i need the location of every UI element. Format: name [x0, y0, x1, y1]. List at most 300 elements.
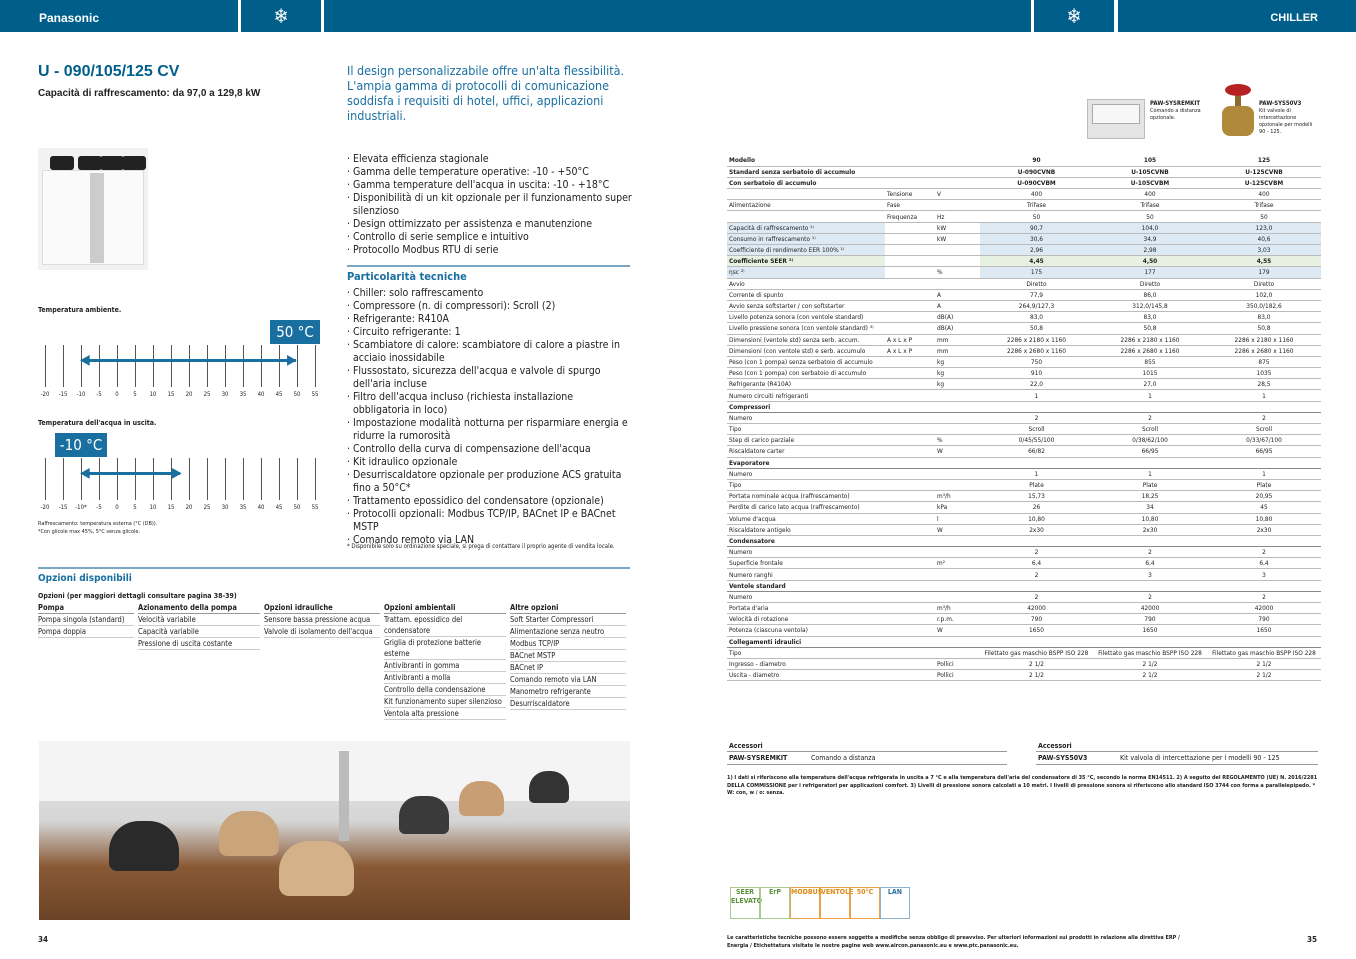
spec-value: 50,8 [980, 323, 1093, 334]
spec-row [727, 435, 1321, 446]
options-column-header: Opzioni ambientali [384, 602, 506, 614]
spec-unit: kg [935, 379, 980, 390]
spec-unit: kW [935, 222, 980, 233]
spec-unit: dB(A) [935, 312, 980, 323]
spec-sublabel [885, 446, 935, 457]
spec-value: 83,0 [980, 312, 1093, 323]
spec-value: Diretto [1093, 278, 1207, 289]
scale-tick-label: 30 [221, 391, 229, 398]
scale-tick-label: 20 [185, 504, 193, 511]
spec-sublabel [885, 166, 935, 177]
scale-tick [297, 345, 298, 387]
spec-label: Peso (con 1 pompa) con serbatoio di accumulo [727, 368, 885, 379]
scale-tick-label: 25 [203, 391, 211, 398]
intro-text: Il design personalizzabile offre un'alta flessibilità. L'ampia gamma di protocolli di comunicazione soddisfa i requisiti di hotel, uffici, applicazioni industriali. [347, 63, 625, 123]
spec-value: 26 [980, 502, 1093, 513]
spec-label [727, 211, 885, 222]
spec-unit: A [935, 300, 980, 311]
spec-value: 27,0 [1093, 379, 1207, 390]
feature-item: · Controllo di serie semplice e intuitivo [347, 231, 529, 243]
spec-value: 910 [980, 368, 1093, 379]
spec-unit [935, 278, 980, 289]
spec-unit: kPa [935, 502, 980, 513]
spec-sublabel: A x L x P [885, 334, 935, 345]
spec-value: 2286 x 2680 x 1160 [1207, 345, 1321, 356]
spec-value: Scroll [980, 424, 1093, 435]
scale-tick-label: 15 [167, 391, 175, 398]
options-item: Comando remoto via LAN [510, 674, 626, 686]
spec-label: Portata d'aria [727, 603, 885, 614]
spec-sublabel [885, 468, 935, 479]
spec-unit [935, 580, 980, 591]
spec-value: 1 [1093, 390, 1207, 401]
spec-label: Ventole standard [727, 580, 885, 591]
brand-logo: Panasonic [39, 11, 100, 25]
spec-unit [935, 547, 980, 558]
spec-sublabel [885, 491, 935, 502]
arrow-right-icon: ▶ [172, 465, 182, 481]
spec-value: 2 [980, 591, 1093, 602]
spec-sublabel [885, 502, 935, 513]
spec-value: U-090CVBM [980, 177, 1093, 188]
spec-row [727, 603, 1321, 614]
spec-value: 10,80 [980, 513, 1093, 524]
spec-value: Plate [980, 479, 1093, 490]
options-column [38, 602, 134, 638]
scale-note-2: *Con glicole max 45%, 5°C senza glicole. [38, 529, 141, 535]
spec-value [980, 636, 1093, 647]
spec-value: 45 [1207, 502, 1321, 513]
spec-row [727, 580, 1321, 591]
snowflake-icon: ❄ [241, 0, 321, 32]
spec-label: Evaporatore [727, 457, 885, 468]
spec-unit [935, 412, 980, 423]
feature-item: · Protocollo Modbus RTU di serie [347, 244, 499, 256]
spec-value: U-090CVNB [980, 166, 1093, 177]
spec-value: 312,0/145,8 [1093, 300, 1207, 311]
options-item: Trattam. epossidico del condensatore [384, 614, 506, 637]
spec-row [727, 479, 1321, 490]
spec-sublabel [885, 513, 935, 524]
spec-sublabel [885, 636, 935, 647]
spec-value: Diretto [1207, 278, 1321, 289]
spec-value: 2 1/2 [1093, 658, 1207, 669]
spec-value: 42000 [1207, 603, 1321, 614]
spec-label: Avvio [727, 278, 885, 289]
spec-value: U-125CVNB [1207, 166, 1321, 177]
spec-row [727, 379, 1321, 390]
badge-icon: SEER ELEVATO [730, 887, 760, 919]
spec-value: 177 [1093, 267, 1207, 278]
spec-row [727, 401, 1321, 412]
spec-value: Filettato gas maschio BSPP ISO 228 [1093, 647, 1207, 658]
spec-label: ηsc ²⁾ [727, 267, 885, 278]
scale-tick [315, 345, 316, 387]
spec-value: 0/45/55/100 [980, 435, 1093, 446]
spec-row [727, 323, 1321, 334]
scale-tick-label: 40 [257, 391, 265, 398]
tech-item: · Trattamento epossidico del condensatore (opzionale) [347, 495, 604, 507]
spec-label: Riscaldatore carter [727, 446, 885, 457]
spec-label: Volume d'acqua [727, 513, 885, 524]
spec-value: Trifase [1093, 200, 1207, 211]
spec-value: 50,8 [1093, 323, 1207, 334]
spec-label: Refrigerante (R410A) [727, 379, 885, 390]
spec-table [727, 155, 1321, 681]
spec-unit: l [935, 513, 980, 524]
spec-row [727, 670, 1321, 681]
spec-row [727, 412, 1321, 423]
options-item: BACnet IP [510, 662, 626, 674]
scale-note: Raffrescamento: temperatura esterna (°C (DB)). [38, 521, 158, 527]
spec-row [727, 211, 1321, 222]
options-item: Soft Starter Compressori [510, 614, 626, 626]
spec-sublabel [885, 558, 935, 569]
spec-value: 2x30 [1093, 524, 1207, 535]
options-item: Velocità variabile [138, 614, 260, 626]
spec-unit: r.p.m. [935, 614, 980, 625]
spec-sublabel [885, 647, 935, 658]
spec-value: 28,5 [1207, 379, 1321, 390]
options-item: BACnet MSTP [510, 650, 626, 662]
spec-value: 2 1/2 [980, 658, 1093, 669]
spec-value [980, 580, 1093, 591]
ambient-range-arrow [84, 359, 296, 362]
tech-item: · Flussostato, sicurezza dell'acqua e valvole di spurgo dell'aria incluse [347, 365, 601, 390]
scale-tick [189, 458, 190, 500]
spec-sublabel [885, 412, 935, 423]
spec-value: 40,6 [1207, 233, 1321, 244]
spec-label: Corrente di spunto [727, 289, 885, 300]
spec-unit [935, 468, 980, 479]
spec-value: 90 [980, 155, 1093, 166]
scale-tick [279, 345, 280, 387]
options-item: Manometro refrigerante [510, 686, 626, 698]
spec-row [727, 468, 1321, 479]
spec-sublabel [885, 535, 935, 546]
acc-row1-code: PAW-SYSREMKIT [729, 754, 788, 762]
spec-value [980, 401, 1093, 412]
tech-item: · Protocolli opzionali: Modbus TCP/IP, BACnet IP e BACnet MSTP [347, 508, 616, 533]
spec-value: 50 [1093, 211, 1207, 222]
acc1-desc: Comando a distanza opzionale. [1150, 108, 1201, 121]
acc2-desc: Kit valvole di intercettazione opzionale per modelli 90 - 125. [1259, 108, 1313, 135]
tech-item: · Compressore (n. di compressori): Scroll (2) [347, 300, 556, 312]
spec-value: 3,03 [1207, 245, 1321, 256]
spec-value: 2,96 [980, 245, 1093, 256]
scale-tick-label: 45 [275, 504, 283, 511]
spec-sublabel [885, 222, 935, 233]
spec-row [727, 424, 1321, 435]
options-title: Opzioni disponibili [38, 573, 132, 584]
spec-value: 50 [1207, 211, 1321, 222]
scale-tick [153, 458, 154, 500]
spec-value: 3 [1207, 569, 1321, 580]
remote-control-image [1087, 99, 1145, 139]
options-item: Antivibranti a molla [384, 672, 506, 684]
scale-tick [279, 458, 280, 500]
scale-tick [135, 345, 136, 387]
tech-note: * Disponibile solo su ordinazione speciale, si prega di contattare il proprio agente di vendita locale. [347, 543, 615, 550]
spec-row [727, 177, 1321, 188]
spec-label: Numero [727, 547, 885, 558]
footnote: 1) I dati si riferiscono alla temperatura dell'acqua refrigerata in uscita a 7 °C e alla temperatura dell'aria del condensatore di 35 °C, secondo la norma EN14511. 2) A seguito del REGOLAMENTO (UE) N. 2016/2281 DELLA COMMISSIONE per i refrigeratori per applicazioni comfort. 3) Livelli di pressione sonora calcolati a 10 metri. I livelli di pressione sonora si riferiscono allo standard ISO 3744 con forma a parallelepipedo. * W: con, w / o: senza. [727, 775, 1318, 796]
spec-row [727, 278, 1321, 289]
scale-tick [225, 458, 226, 500]
scale-tick [117, 345, 118, 387]
spec-sublabel [885, 614, 935, 625]
spec-value: 125 [1207, 155, 1321, 166]
spec-value [1207, 636, 1321, 647]
spec-value: 2286 x 2680 x 1160 [980, 345, 1093, 356]
spec-value: 2286 x 2180 x 1160 [1093, 334, 1207, 345]
spec-label: Avvio senza softstarter / con softstarter [727, 300, 885, 311]
spec-value: 6,4 [980, 558, 1093, 569]
scale-tick [243, 345, 244, 387]
scale-tick [207, 345, 208, 387]
spec-value: 0/33/67/100 [1207, 435, 1321, 446]
spec-unit: % [935, 435, 980, 446]
spec-value: 4,45 [980, 256, 1093, 267]
spec-unit: m³/h [935, 603, 980, 614]
ambient-max-box: 50 °C [270, 320, 320, 344]
spec-value: Filettato gas maschio BSPP ISO 228 [980, 647, 1093, 658]
spec-row [727, 647, 1321, 658]
scale-tick [207, 458, 208, 500]
options-column-header: Opzioni idrauliche [264, 602, 380, 614]
spec-value: 30,6 [980, 233, 1093, 244]
spec-value: 10,80 [1093, 513, 1207, 524]
options-item: Controllo della condensazione [384, 684, 506, 696]
tech-list [347, 287, 632, 547]
options-table [38, 602, 630, 718]
spec-value: Diretto [980, 278, 1093, 289]
spec-row [727, 222, 1321, 233]
snowflake-icon: ❄ [1034, 0, 1114, 32]
spec-label: Alimentazione [727, 200, 885, 211]
spec-value: 2 [1093, 412, 1207, 423]
spec-unit [935, 390, 980, 401]
spec-value: 50,8 [1207, 323, 1321, 334]
spec-row [727, 312, 1321, 323]
spec-value: 1650 [980, 625, 1093, 636]
spec-sublabel [885, 424, 935, 435]
spec-row [727, 267, 1321, 278]
spec-label: Riscaldatore antigelo [727, 524, 885, 535]
spec-value: 2286 x 2680 x 1160 [1093, 345, 1207, 356]
spec-value: 104,0 [1093, 222, 1207, 233]
spec-sublabel [885, 278, 935, 289]
badge-icon: 50°C [850, 887, 880, 919]
spec-sublabel [885, 457, 935, 468]
accessories-table-1 [727, 741, 1007, 765]
spec-sublabel [885, 670, 935, 681]
spec-value: 34,9 [1093, 233, 1207, 244]
spec-sublabel [885, 401, 935, 412]
spec-value: 42000 [1093, 603, 1207, 614]
spec-unit: kW [935, 233, 980, 244]
spec-unit [935, 177, 980, 188]
tech-item: · Kit idraulico opzionale [347, 456, 458, 468]
spec-unit [935, 569, 980, 580]
options-item: Pompa doppia [38, 626, 134, 638]
water-label: Temperatura dell'acqua in uscita. [38, 419, 157, 427]
spec-value: 66/95 [1093, 446, 1207, 457]
spec-unit: A [935, 289, 980, 300]
spec-row [727, 356, 1321, 367]
spec-unit [935, 155, 980, 166]
spec-value: 6,4 [1207, 558, 1321, 569]
spec-unit: W [935, 625, 980, 636]
product-title: U - 090/105/125 CV [38, 63, 180, 80]
feature-item: · Disponibilità di un kit opzionale per il funzionamento super silenzioso [347, 192, 632, 217]
spec-label: Capacità di raffrescamento ¹⁾ [727, 222, 885, 233]
tech-item: · Comando remoto via LAN [347, 534, 475, 546]
acc-row1-desc: Comando a distanza [811, 754, 876, 762]
spec-unit [935, 256, 980, 267]
options-item: Valvole di isolamento dell'acqua [264, 626, 380, 638]
spec-value: 790 [980, 614, 1093, 625]
spec-value: 86,0 [1093, 289, 1207, 300]
scale-tick [297, 458, 298, 500]
options-column [510, 602, 626, 710]
scale-tick-label: -10 [76, 391, 86, 398]
spec-unit: kg [935, 368, 980, 379]
tech-item: · Circuito refrigerante: 1 [347, 326, 461, 338]
options-column-header: Azionamento della pompa [138, 602, 260, 614]
spec-value: 1 [1207, 468, 1321, 479]
spec-row [727, 189, 1321, 200]
spec-unit: Hz [935, 211, 980, 222]
spec-value: Filettato gas maschio BSPP ISO 228 [1207, 647, 1321, 658]
spec-unit: V [935, 189, 980, 200]
options-column [138, 602, 260, 650]
scale-tick-label: 35 [239, 504, 247, 511]
spec-value: 20,95 [1207, 491, 1321, 502]
tech-item: · Chiller: solo raffrescamento [347, 287, 484, 299]
spec-value [1207, 580, 1321, 591]
scale-tick [99, 458, 100, 500]
spec-label: Dimensioni (ventole std) senza serb. accum. [727, 334, 885, 345]
scale-tick-label: -20 [40, 504, 50, 511]
spec-value: U-105CVNB [1093, 166, 1207, 177]
divider [347, 265, 630, 267]
spec-label: Coefficiente di rendimento EER 100% ¹⁾ [727, 245, 885, 256]
spec-row [727, 200, 1321, 211]
scale-tick-label: 55 [311, 504, 319, 511]
scale-tick-label: -5 [96, 504, 102, 511]
spec-label: Peso (con 1 pompa) senza serbatoio di accumulo [727, 356, 885, 367]
spec-row [727, 233, 1321, 244]
spec-value: Scroll [1207, 424, 1321, 435]
spec-label: Ingresso - diametro [727, 658, 885, 669]
scale-tick [243, 458, 244, 500]
spec-value: 66/82 [980, 446, 1093, 457]
spec-value: Trifase [980, 200, 1093, 211]
scale-tick [45, 345, 46, 387]
scale-tick [63, 458, 64, 500]
scale-tick [225, 345, 226, 387]
spec-value: 350,0/182,6 [1207, 300, 1321, 311]
spec-value: 2 1/2 [1207, 658, 1321, 669]
spec-unit [935, 166, 980, 177]
spec-value [980, 535, 1093, 546]
scale-tick-label: 50 [293, 504, 301, 511]
spec-unit: Pollici [935, 658, 980, 669]
spec-value: 855 [1093, 356, 1207, 367]
spec-unit [935, 424, 980, 435]
spec-value: 102,0 [1207, 289, 1321, 300]
spec-value: 2 [1207, 547, 1321, 558]
spec-unit [935, 636, 980, 647]
options-item: Modbus TCP/IP [510, 638, 626, 650]
spec-row [727, 625, 1321, 636]
spec-sublabel [885, 177, 935, 188]
spec-sublabel [885, 233, 935, 244]
spec-value: 400 [1093, 189, 1207, 200]
spec-value: 1 [1093, 468, 1207, 479]
spec-label: Modello [727, 155, 885, 166]
scale-tick-label: 0 [115, 504, 119, 511]
spec-label: Compressori [727, 401, 885, 412]
spec-value: 34 [1093, 502, 1207, 513]
spec-sublabel [885, 256, 935, 267]
spec-unit [935, 401, 980, 412]
interior-photo [39, 741, 630, 920]
badge-icon: LAN [880, 887, 910, 919]
spec-value: 2286 x 2180 x 1160 [1207, 334, 1321, 345]
spec-label: Numero circuiti refrigeranti [727, 390, 885, 401]
spec-value: 264,9/127,3 [980, 300, 1093, 311]
spec-unit [935, 457, 980, 468]
spec-row [727, 524, 1321, 535]
tech-item: · Impostazione modalità notturna per risparmiare energia e ridurre la rumorosità [347, 417, 628, 442]
spec-unit [935, 535, 980, 546]
bottom-note: Le caratteristiche tecniche possono essere soggette a modifiche senza obbligo di preavviso. Per ulteriori informazioni sui prodotti in relazione alla direttiva ERP / Energia / Etichettatura visitate le nostre pagine web www.aircon.panasonic.eu e www.ptc.panasonic.eu. [727, 935, 1180, 949]
scale-tick-label: -5 [96, 391, 102, 398]
acc-row2-desc: Kit valvola di intercettazione per i modelli 90 - 125 [1120, 754, 1280, 762]
spec-value: 875 [1207, 356, 1321, 367]
spec-value: 790 [1093, 614, 1207, 625]
scale-tick-label: 55 [311, 391, 319, 398]
spec-sublabel [885, 300, 935, 311]
spec-value: 18,25 [1093, 491, 1207, 502]
spec-label: Con serbatoio di accumulo [727, 177, 885, 188]
spec-value: 2 [980, 547, 1093, 558]
scale-tick-label: 25 [203, 504, 211, 511]
spec-value [1093, 535, 1207, 546]
divider [38, 567, 630, 569]
spec-value: 790 [1207, 614, 1321, 625]
spec-value: 1035 [1207, 368, 1321, 379]
spec-row [727, 457, 1321, 468]
spec-label: Condensatore [727, 535, 885, 546]
scale-tick-label: 45 [275, 391, 283, 398]
spec-value: 90,7 [980, 222, 1093, 233]
spec-value: 1650 [1093, 625, 1207, 636]
spec-row [727, 446, 1321, 457]
spec-label: Numero [727, 591, 885, 602]
scale-tick-label: 15 [167, 504, 175, 511]
arrow-left-icon: ◀ [80, 352, 90, 368]
badge-icon: ErP [760, 887, 790, 919]
spec-sublabel: A x L x P [885, 345, 935, 356]
water-min-box: -10 °C [55, 433, 107, 457]
spec-unit [935, 591, 980, 602]
spec-sublabel [885, 580, 935, 591]
spec-sublabel [885, 356, 935, 367]
acc-row2-code: PAW-SYS50V3 [1038, 754, 1088, 762]
